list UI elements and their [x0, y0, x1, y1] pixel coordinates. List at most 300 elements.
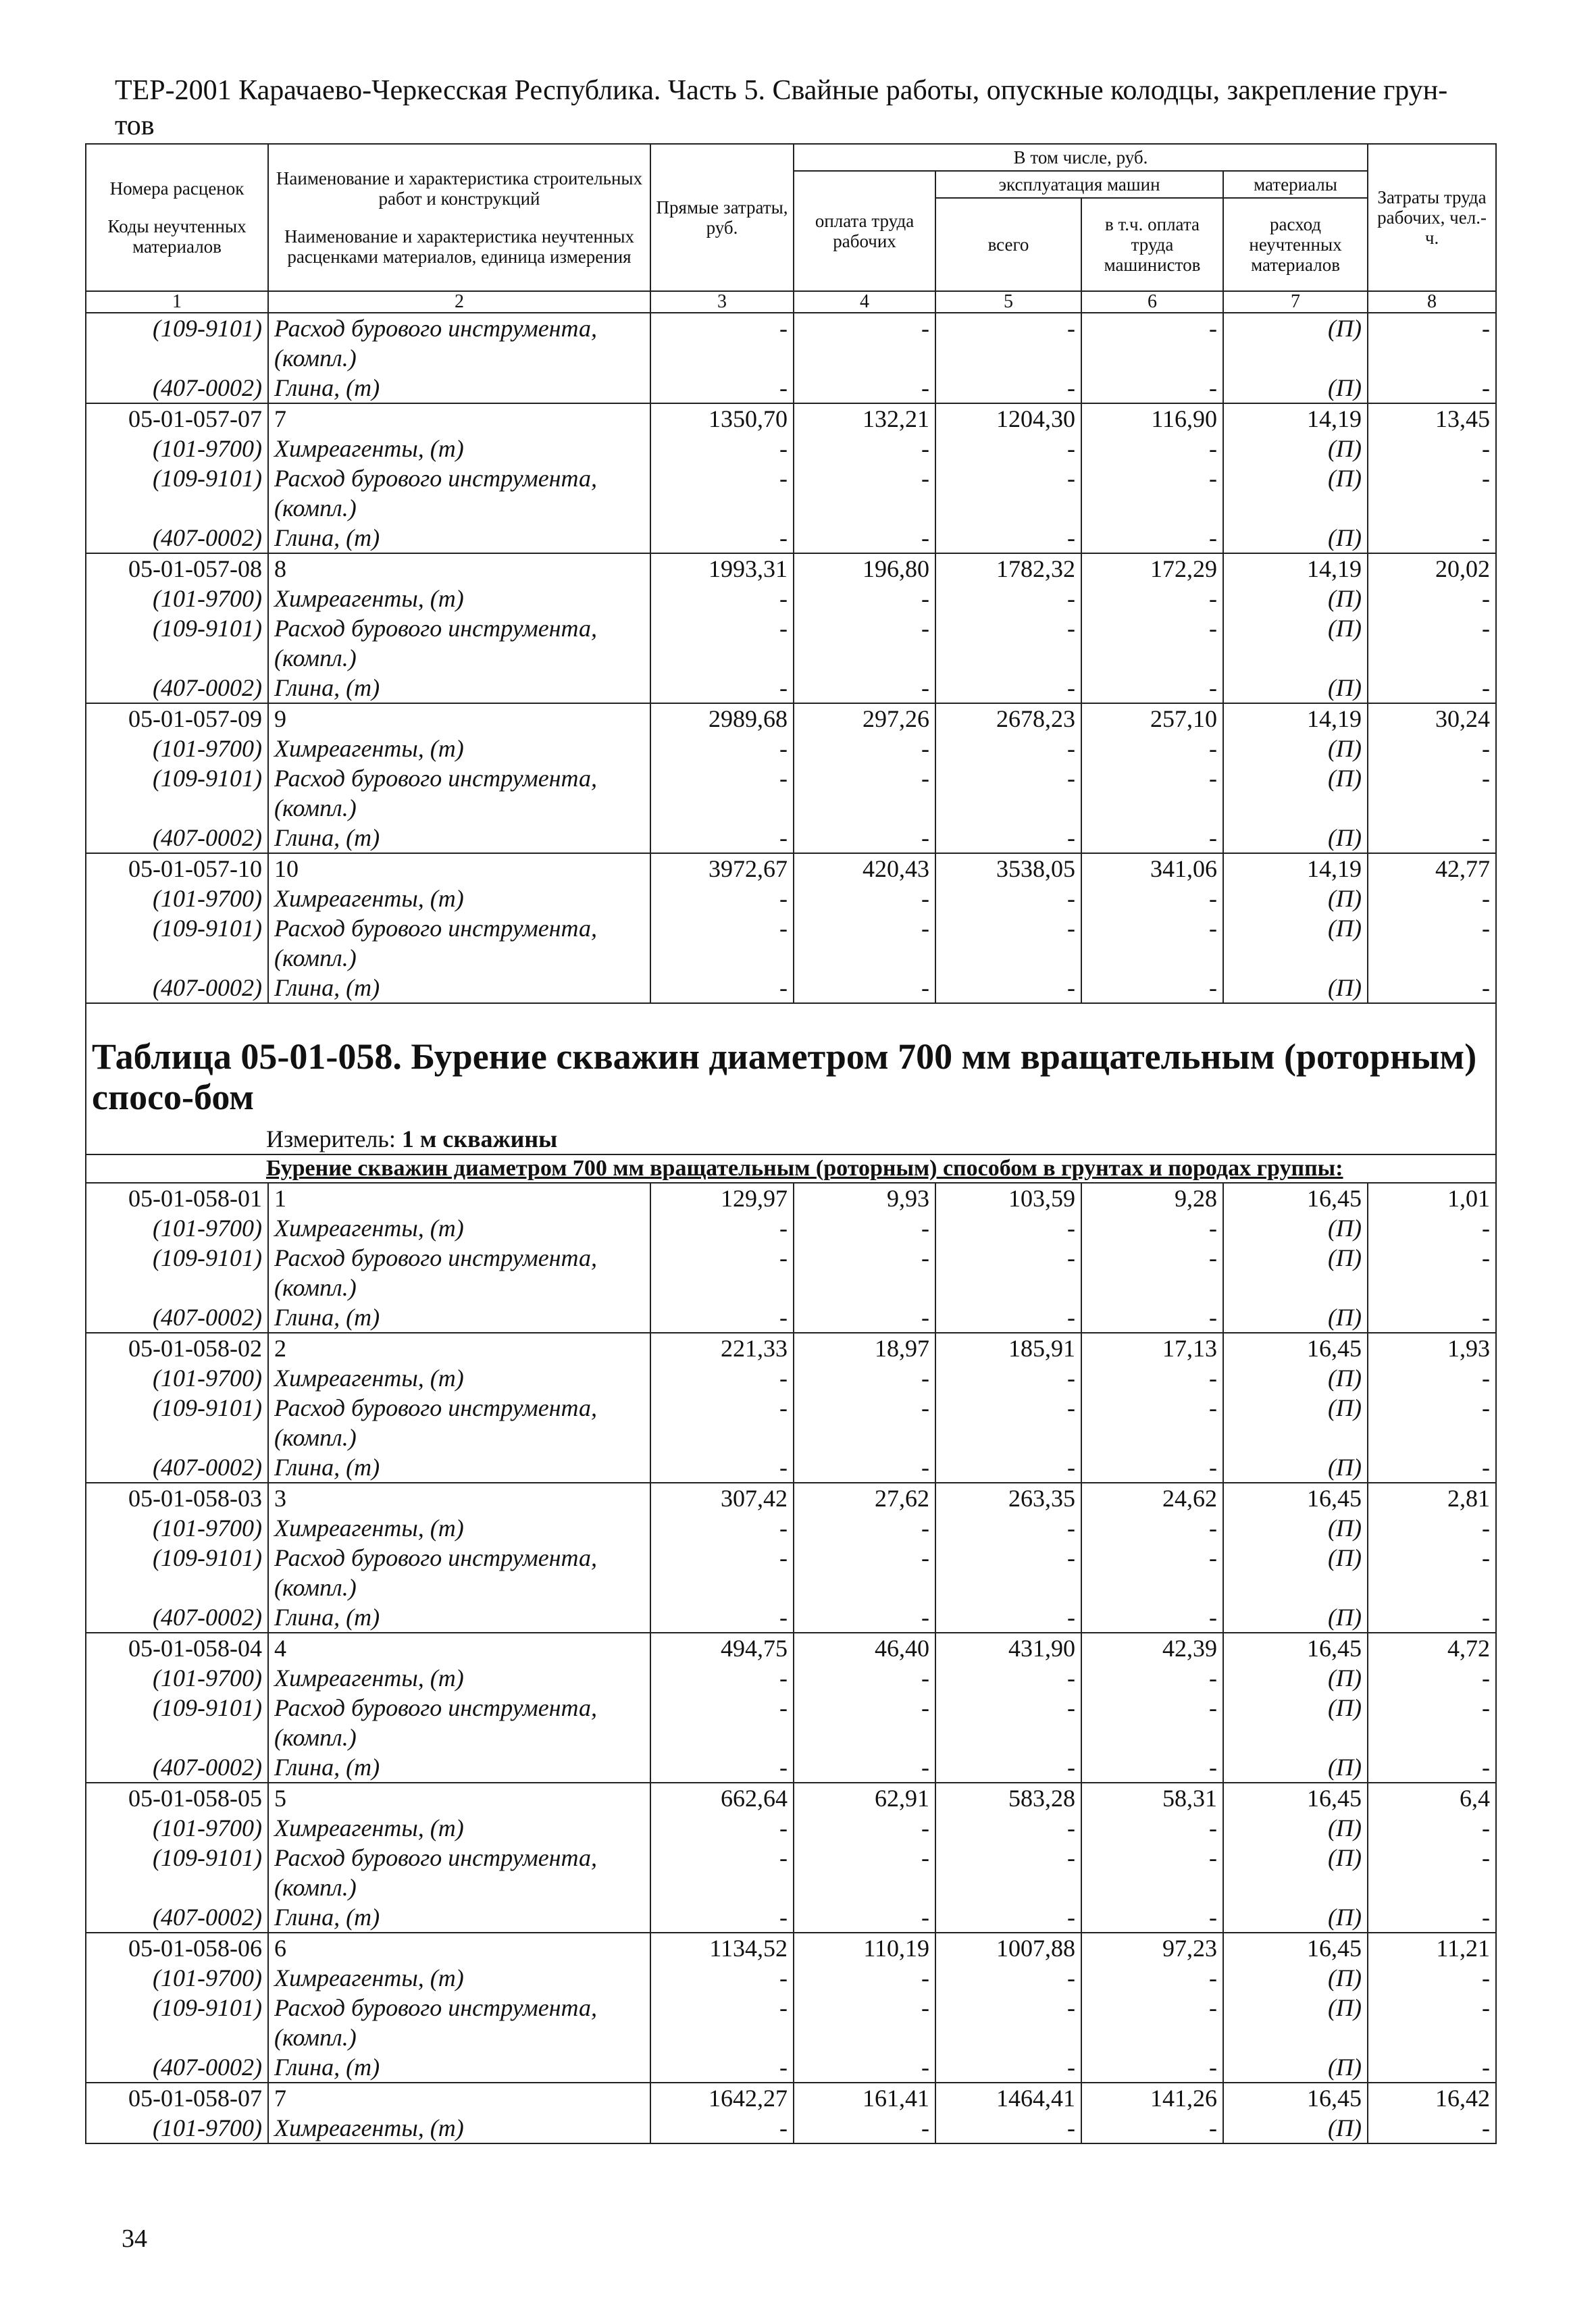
col-materials-use-header: расход неучтенных материалов: [1223, 198, 1368, 291]
row-direct-cost: -: [650, 373, 794, 403]
row-name: Расход бурового инструмента, (компл.): [268, 1543, 650, 1602]
row-machinists-cost: -: [1081, 523, 1223, 553]
row-machinists-cost: -: [1081, 1213, 1223, 1243]
row-hours: 11,21: [1368, 1933, 1496, 1963]
row-labor-cost: -: [794, 1243, 935, 1302]
row-machines-cost: -: [935, 763, 1081, 823]
row-hours: -: [1368, 1363, 1496, 1393]
row-materials: 14,19: [1223, 403, 1368, 434]
row-name: 1: [268, 1183, 650, 1213]
material-row: [86, 2052, 1496, 2083]
row-direct-cost: -: [650, 734, 794, 763]
row-code: (109-9101): [86, 1693, 268, 1752]
row-machines-cost: 431,90: [935, 1633, 1081, 1663]
table-header: [86, 144, 1496, 291]
row-code: 05-01-057-09: [86, 703, 268, 734]
row-machinists-cost: 341,06: [1081, 853, 1223, 884]
row-hours: 20,02: [1368, 553, 1496, 584]
material-row: [86, 823, 1496, 853]
row-hours: -: [1368, 1302, 1496, 1333]
row-hours: -: [1368, 763, 1496, 823]
row-code: 05-01-057-07: [86, 403, 268, 434]
material-row: [86, 523, 1496, 553]
table-058-heading: [86, 1003, 1496, 1183]
row-materials: (П): [1223, 1843, 1368, 1902]
row-name: Расход бурового инструмента, (компл.): [268, 1993, 650, 2052]
material-row: [86, 1902, 1496, 1933]
row-labor-cost: -: [794, 1993, 935, 2052]
row-materials: (П): [1223, 913, 1368, 973]
row-machines-cost: 2678,23: [935, 703, 1081, 734]
row-name: Химреагенты, (т): [268, 1663, 650, 1693]
row-labor-cost: -: [794, 734, 935, 763]
row-labor-cost: -: [794, 1963, 935, 1993]
row-direct-cost: -: [650, 613, 794, 673]
row-direct-cost: 1642,27: [650, 2083, 794, 2113]
row-materials: (П): [1223, 823, 1368, 853]
row-materials: (П): [1223, 613, 1368, 673]
row-code: (109-9101): [86, 1543, 268, 1602]
row-machinists-cost: 141,26: [1081, 2083, 1223, 2113]
row-labor-cost: -: [794, 1302, 935, 1333]
row-direct-cost: 221,33: [650, 1333, 794, 1363]
row-machines-cost: -: [935, 1513, 1081, 1543]
row-machines-cost: 263,35: [935, 1483, 1081, 1513]
row-code: 05-01-057-10: [86, 853, 268, 884]
row-machines-cost: -: [935, 1993, 1081, 2052]
group-title: Бурение скважин диаметром 700 мм вращательным (роторным) способом в грунтах и породах группы:: [266, 1156, 1343, 1181]
row-code: (101-9700): [86, 1363, 268, 1393]
row-labor-cost: -: [794, 1752, 935, 1783]
row-direct-cost: -: [650, 913, 794, 973]
row-machines-cost: -: [935, 613, 1081, 673]
row-labor-cost: -: [794, 613, 935, 673]
row-code: (101-9700): [86, 584, 268, 613]
row-labor-cost: -: [794, 313, 935, 373]
row-hours: -: [1368, 1813, 1496, 1843]
row-hours: -: [1368, 1663, 1496, 1693]
row-labor-cost: -: [794, 973, 935, 1003]
row-materials: (П): [1223, 1902, 1368, 1933]
row-machinists-cost: -: [1081, 913, 1223, 973]
row-hours: -: [1368, 2052, 1496, 2083]
row-machines-cost: -: [935, 1393, 1081, 1452]
row-code: (101-9700): [86, 1663, 268, 1693]
row-name: 4: [268, 1633, 650, 1663]
row-materials: 16,45: [1223, 1183, 1368, 1213]
row-direct-cost: -: [650, 1963, 794, 1993]
row-direct-cost: -: [650, 2113, 794, 2143]
rate-row: [86, 1483, 1496, 1513]
row-name: Расход бурового инструмента, (компл.): [268, 313, 650, 373]
row-labor-cost: 46,40: [794, 1633, 935, 1663]
row-code: 05-01-058-03: [86, 1483, 268, 1513]
row-materials: (П): [1223, 1213, 1368, 1243]
material-row: [86, 1693, 1496, 1752]
row-hours: 13,45: [1368, 403, 1496, 434]
row-materials: (П): [1223, 1363, 1368, 1393]
row-name: Расход бурового инструмента, (компл.): [268, 1843, 650, 1902]
row-name: Расход бурового инструмента, (компл.): [268, 1393, 650, 1452]
row-machines-cost: -: [935, 884, 1081, 913]
row-machinists-cost: -: [1081, 434, 1223, 463]
running-title: ТЕР-2001 Карачаево-Черкесская Республика. Часть 5. Свайные работы, опускные колодцы, закрепление грун-тов: [115, 75, 1448, 141]
row-machinists-cost: 42,39: [1081, 1633, 1223, 1663]
row-code: 05-01-058-06: [86, 1933, 268, 1963]
row-labor-cost: 132,21: [794, 403, 935, 434]
row-direct-cost: -: [650, 1813, 794, 1843]
rates-table: [85, 143, 1497, 2144]
row-materials: (П): [1223, 1452, 1368, 1483]
row-name: 3: [268, 1483, 650, 1513]
row-machinists-cost: -: [1081, 1963, 1223, 1993]
row-hours: -: [1368, 313, 1496, 373]
row-name: 7: [268, 403, 650, 434]
row-labor-cost: 18,97: [794, 1333, 935, 1363]
row-code: (407-0002): [86, 523, 268, 553]
row-hours: -: [1368, 913, 1496, 973]
row-direct-cost: -: [650, 1693, 794, 1752]
row-name: Расход бурового инструмента, (компл.): [268, 613, 650, 673]
row-code: (109-9101): [86, 613, 268, 673]
row-code: (109-9101): [86, 1393, 268, 1452]
row-hours: -: [1368, 884, 1496, 913]
row-code: (407-0002): [86, 1602, 268, 1633]
row-materials: (П): [1223, 523, 1368, 553]
row-machinists-cost: -: [1081, 973, 1223, 1003]
row-direct-cost: -: [650, 463, 794, 523]
row-name: Глина, (т): [268, 823, 650, 853]
row-hours: -: [1368, 1963, 1496, 1993]
row-hours: -: [1368, 1452, 1496, 1483]
row-machinists-cost: 172,29: [1081, 553, 1223, 584]
row-machinists-cost: -: [1081, 1602, 1223, 1633]
row-name: Глина, (т): [268, 973, 650, 1003]
column-number: 2: [268, 291, 650, 313]
row-labor-cost: -: [794, 913, 935, 973]
page-number: 34: [122, 2225, 147, 2253]
row-materials: (П): [1223, 1243, 1368, 1302]
row-hours: -: [1368, 734, 1496, 763]
row-labor-cost: -: [794, 434, 935, 463]
row-machines-cost: -: [935, 1602, 1081, 1633]
row-materials: (П): [1223, 1693, 1368, 1752]
row-code: (407-0002): [86, 1902, 268, 1933]
row-name: 2: [268, 1333, 650, 1363]
row-hours: 1,93: [1368, 1333, 1496, 1363]
row-machines-cost: 1007,88: [935, 1933, 1081, 1963]
row-labor-cost: -: [794, 1452, 935, 1483]
row-name: Химреагенты, (т): [268, 1213, 650, 1243]
row-machinists-cost: -: [1081, 673, 1223, 703]
material-row: [86, 613, 1496, 673]
material-row: [86, 1302, 1496, 1333]
rate-row: [86, 1633, 1496, 1663]
row-materials: (П): [1223, 1302, 1368, 1333]
row-code: (101-9700): [86, 734, 268, 763]
row-code: (407-0002): [86, 1302, 268, 1333]
row-direct-cost: -: [650, 884, 794, 913]
row-materials: (П): [1223, 734, 1368, 763]
row-hours: 2,81: [1368, 1483, 1496, 1513]
row-machines-cost: -: [935, 823, 1081, 853]
material-row: [86, 913, 1496, 973]
row-direct-cost: -: [650, 313, 794, 373]
row-code: (109-9101): [86, 913, 268, 973]
row-machinists-cost: 58,31: [1081, 1783, 1223, 1813]
material-row: [86, 673, 1496, 703]
col-labor-header: оплата труда рабочих: [794, 171, 935, 291]
row-name: Химреагенты, (т): [268, 734, 650, 763]
row-labor-cost: -: [794, 1902, 935, 1933]
material-row: [86, 763, 1496, 823]
column-number: 8: [1368, 291, 1496, 313]
rate-row: [86, 853, 1496, 884]
row-name: 5: [268, 1783, 650, 1813]
row-materials: (П): [1223, 1513, 1368, 1543]
row-code: (407-0002): [86, 373, 268, 403]
row-labor-cost: -: [794, 1513, 935, 1543]
row-labor-cost: -: [794, 823, 935, 853]
row-hours: -: [1368, 823, 1496, 853]
row-hours: -: [1368, 1213, 1496, 1243]
row-machines-cost: 185,91: [935, 1333, 1081, 1363]
row-direct-cost: -: [650, 523, 794, 553]
row-machinists-cost: -: [1081, 1663, 1223, 1693]
row-machines-cost: -: [935, 313, 1081, 373]
row-name: Глина, (т): [268, 2052, 650, 2083]
row-hours: -: [1368, 1693, 1496, 1752]
row-materials: (П): [1223, 1543, 1368, 1602]
material-row: [86, 1243, 1496, 1302]
row-labor-cost: -: [794, 1213, 935, 1243]
material-row: [86, 463, 1496, 523]
row-machines-cost: -: [935, 973, 1081, 1003]
column-number: 5: [935, 291, 1081, 313]
row-code: (407-0002): [86, 673, 268, 703]
row-direct-cost: 307,42: [650, 1483, 794, 1513]
row-materials: 16,45: [1223, 2083, 1368, 2113]
row-name: Химреагенты, (т): [268, 2113, 650, 2143]
rate-row: [86, 2083, 1496, 2113]
row-machines-cost: 3538,05: [935, 853, 1081, 884]
row-direct-cost: 2989,68: [650, 703, 794, 734]
row-direct-cost: -: [650, 1393, 794, 1452]
row-labor-cost: -: [794, 673, 935, 703]
row-direct-cost: 1993,31: [650, 553, 794, 584]
row-hours: 1,01: [1368, 1183, 1496, 1213]
row-labor-cost: -: [794, 1663, 935, 1693]
row-labor-cost: -: [794, 1693, 935, 1752]
row-labor-cost: -: [794, 1543, 935, 1602]
row-machines-cost: -: [935, 1543, 1081, 1602]
row-code: (109-9101): [86, 463, 268, 523]
material-row: [86, 1663, 1496, 1693]
row-direct-cost: -: [650, 1843, 794, 1902]
row-direct-cost: 3972,67: [650, 853, 794, 884]
material-row: [86, 1993, 1496, 2052]
row-name: Глина, (т): [268, 1902, 650, 1933]
row-labor-cost: -: [794, 1602, 935, 1633]
row-direct-cost: -: [650, 2052, 794, 2083]
row-machines-cost: 1782,32: [935, 553, 1081, 584]
material-row: [86, 2113, 1496, 2143]
row-materials: (П): [1223, 884, 1368, 913]
column-number: 4: [794, 291, 935, 313]
row-hours: -: [1368, 1602, 1496, 1633]
row-materials: (П): [1223, 1963, 1368, 1993]
row-hours: 6,4: [1368, 1783, 1496, 1813]
row-direct-cost: -: [650, 1452, 794, 1483]
meter-value: 1 м скважины: [401, 1125, 558, 1152]
row-labor-cost: -: [794, 2113, 935, 2143]
row-hours: -: [1368, 373, 1496, 403]
row-materials: 16,45: [1223, 1633, 1368, 1663]
row-machines-cost: 103,59: [935, 1183, 1081, 1213]
material-row: [86, 1752, 1496, 1783]
row-machines-cost: -: [935, 1213, 1081, 1243]
row-labor-cost: 62,91: [794, 1783, 935, 1813]
row-hours: -: [1368, 1393, 1496, 1452]
row-machines-cost: -: [935, 1902, 1081, 1933]
row-name: Химреагенты, (т): [268, 1363, 650, 1393]
row-machines-cost: -: [935, 1963, 1081, 1993]
row-code: 05-01-058-07: [86, 2083, 268, 2113]
row-code: (407-0002): [86, 1452, 268, 1483]
row-machinists-cost: 257,10: [1081, 703, 1223, 734]
row-machinists-cost: 97,23: [1081, 1933, 1223, 1963]
material-row: [86, 1393, 1496, 1452]
meter-label: Измеритель:: [266, 1125, 396, 1152]
row-name: Глина, (т): [268, 523, 650, 553]
row-machinists-cost: -: [1081, 613, 1223, 673]
row-code: (109-9101): [86, 763, 268, 823]
row-hours: -: [1368, 463, 1496, 523]
material-row: [86, 1363, 1496, 1393]
col-hours-header: Затраты труда рабочих, чел.-ч.: [1368, 144, 1496, 291]
row-direct-cost: 1134,52: [650, 1933, 794, 1963]
row-machines-cost: 1204,30: [935, 403, 1081, 434]
row-name: Глина, (т): [268, 1752, 650, 1783]
row-hours: -: [1368, 673, 1496, 703]
material-row: [86, 1513, 1496, 1543]
row-labor-cost: -: [794, 584, 935, 613]
row-direct-cost: -: [650, 584, 794, 613]
row-name: Глина, (т): [268, 373, 650, 403]
col-incl-header: В том числе, руб.: [794, 144, 1368, 171]
row-code: (407-0002): [86, 973, 268, 1003]
row-materials: (П): [1223, 1393, 1368, 1452]
table-058-title: Таблица 05-01-058. Бурение скважин диаметром 700 мм вращательным (роторным) спосо-бом: [92, 1036, 1477, 1117]
row-name: Глина, (т): [268, 1602, 650, 1633]
row-materials: (П): [1223, 463, 1368, 523]
row-hours: -: [1368, 1843, 1496, 1902]
row-materials: (П): [1223, 2113, 1368, 2143]
row-name: 10: [268, 853, 650, 884]
material-row: [86, 973, 1496, 1003]
row-direct-cost: -: [650, 1993, 794, 2052]
row-labor-cost: -: [794, 373, 935, 403]
row-machines-cost: -: [935, 1813, 1081, 1843]
row-labor-cost: -: [794, 2052, 935, 2083]
row-direct-cost: -: [650, 1513, 794, 1543]
table-058-title-cell: [86, 1003, 1496, 1154]
row-machines-cost: -: [935, 913, 1081, 973]
row-hours: -: [1368, 1902, 1496, 1933]
row-labor-cost: 420,43: [794, 853, 935, 884]
row-machines-cost: -: [935, 463, 1081, 523]
row-code: 05-01-058-04: [86, 1633, 268, 1663]
row-machinists-cost: -: [1081, 1843, 1223, 1902]
row-materials: (П): [1223, 1813, 1368, 1843]
row-machines-cost: -: [935, 373, 1081, 403]
rate-row: [86, 403, 1496, 434]
row-code: (109-9101): [86, 1243, 268, 1302]
row-machines-cost: -: [935, 673, 1081, 703]
row-machines-cost: -: [935, 2052, 1081, 2083]
material-row: [86, 434, 1496, 463]
row-materials: (П): [1223, 673, 1368, 703]
row-name: 9: [268, 703, 650, 734]
row-labor-cost: -: [794, 463, 935, 523]
row-hours: 4,72: [1368, 1633, 1496, 1663]
rate-row: [86, 553, 1496, 584]
row-labor-cost: -: [794, 1813, 935, 1843]
row-name: Глина, (т): [268, 1452, 650, 1483]
row-machines-cost: -: [935, 523, 1081, 553]
column-number: 7: [1223, 291, 1368, 313]
row-materials: (П): [1223, 1663, 1368, 1693]
column-number: 6: [1081, 291, 1223, 313]
row-name: Расход бурового инструмента, (компл.): [268, 913, 650, 973]
row-materials: 16,45: [1223, 1333, 1368, 1363]
material-row: [86, 884, 1496, 913]
col-direct-cost-header: Прямые затраты, руб.: [650, 144, 794, 291]
material-row: [86, 1452, 1496, 1483]
row-name: 6: [268, 1933, 650, 1963]
row-name: Химреагенты, (т): [268, 1513, 650, 1543]
row-materials: (П): [1223, 434, 1368, 463]
row-machinists-cost: -: [1081, 2113, 1223, 2143]
row-materials: (П): [1223, 1752, 1368, 1783]
row-code: 05-01-058-05: [86, 1783, 268, 1813]
row-hours: 30,24: [1368, 703, 1496, 734]
row-name: Химреагенты, (т): [268, 434, 650, 463]
row-materials: 14,19: [1223, 703, 1368, 734]
row-direct-cost: 129,97: [650, 1183, 794, 1213]
column-number: 3: [650, 291, 794, 313]
row-direct-cost: -: [650, 1543, 794, 1602]
row-materials: (П): [1223, 1993, 1368, 2052]
row-code: (101-9700): [86, 1963, 268, 1993]
col-rate-number-label: Номера расценок: [109, 178, 244, 199]
row-name: Химреагенты, (т): [268, 584, 650, 613]
row-name: Глина, (т): [268, 673, 650, 703]
row-machinists-cost: -: [1081, 1393, 1223, 1452]
row-materials: 16,45: [1223, 1783, 1368, 1813]
col-machines-total-header: всего: [935, 198, 1081, 291]
row-machinists-cost: -: [1081, 1363, 1223, 1393]
rate-row: [86, 1333, 1496, 1363]
row-machines-cost: -: [935, 1243, 1081, 1302]
column-numbers-row: [86, 291, 1496, 313]
row-materials: (П): [1223, 373, 1368, 403]
row-hours: 16,42: [1368, 2083, 1496, 2113]
row-machines-cost: -: [935, 584, 1081, 613]
row-machinists-cost: -: [1081, 1543, 1223, 1602]
row-name: 7: [268, 2083, 650, 2113]
row-machinists-cost: -: [1081, 1452, 1223, 1483]
